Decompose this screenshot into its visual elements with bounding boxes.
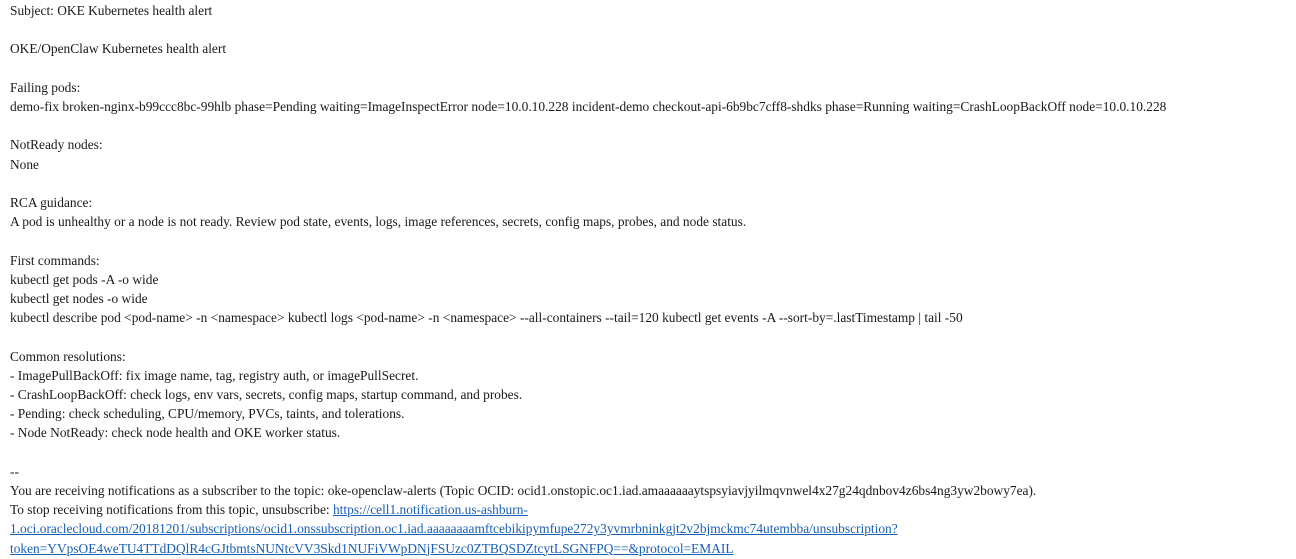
notready-nodes-section [10, 135, 1290, 173]
alert-heading: OKE/OpenClaw Kubernetes health alert [10, 41, 227, 57]
failing-pods-text: demo-fix broken-nginx-b99ccc8bc-99hlb phase=Pending waiting=ImageInspectError node=10.0.10.228 incident-demo checkout-api-6b9bc7cff8-shdks phase=Running waiting=CrashLoopBackOff node=10.0.10.228 [10, 98, 1167, 114]
spacer [10, 59, 1290, 78]
first-commands-section [10, 251, 1290, 328]
command-line: kubectl describe pod <pod-name> -n <namespace> kubectl logs <pod-name> -n <namespace> --all-containers --tail=120 kubectl get events -A --sort-by=.lastTimestamp | tail -50 [10, 310, 963, 326]
notready-nodes-text: None [10, 156, 40, 172]
resolution-item: - CrashLoopBackOff: check logs, env vars, secrets, config maps, startup command, and probes. [10, 386, 523, 402]
spacer [10, 20, 1290, 39]
spacer [10, 443, 1290, 462]
rca-text: A pod is unhealthy or a node is not ready. Review pod state, events, logs, image references, secrets, config maps, probes, and node status. [10, 214, 747, 230]
resolutions-label: Common resolutions: [10, 348, 126, 364]
notready-nodes-label: NotReady nodes: [10, 137, 103, 153]
resolutions-section [10, 347, 1290, 443]
failing-pods-label: Failing pods: [10, 79, 81, 95]
resolution-item: - ImagePullBackOff: fix image name, tag, registry auth, or imagePullSecret. [10, 367, 419, 383]
rca-label: RCA guidance: [10, 194, 93, 210]
unsubscribe-prefix: To stop receiving notifications from this topic, unsubscribe: [10, 502, 333, 518]
failing-pods-section [10, 78, 1290, 116]
unsubscribe-link-continued [10, 519, 1290, 538]
email-footer [10, 462, 1290, 558]
unsubscribe-link-continued [10, 539, 1290, 558]
spacer [10, 174, 1290, 193]
first-commands-label: First commands: [10, 252, 100, 268]
unsubscribe-line [10, 500, 1290, 519]
rca-section [10, 193, 1290, 231]
resolution-item: - Pending: check scheduling, CPU/memory, PVCs, taints, and tolerations. [10, 406, 405, 422]
email-subject: Subject: OKE Kubernetes health alert [10, 3, 213, 18]
spacer [10, 116, 1290, 135]
spacer [10, 327, 1290, 346]
command-line: kubectl get pods -A -o wide [10, 271, 159, 287]
resolution-item: - Node NotReady: check node health and OKE worker status. [10, 425, 341, 441]
unsubscribe-link[interactable]: https://cell1.notification.us-ashburn- [332, 502, 528, 518]
unsubscribe-link[interactable]: token=YVpsOE4weTU4TTdDQlR4cGJtbmtsNUNtcVV3Skd1NUFiVWpDNjFSUzc0ZTBQSDZtcytLSGNFPQ==&protocol=EMAIL [10, 540, 734, 556]
spacer [10, 231, 1290, 250]
command-line: kubectl get nodes -o wide [10, 290, 148, 306]
signature-separator: -- [10, 463, 19, 479]
unsubscribe-link[interactable]: 1.oci.oraclecloud.com/20181201/subscriptions/ocid1.onssubscription.oc1.iad.aaaaaaaamftcebikipymfupe272y3yvmrbninkgjt2v2bjmckmc74utembba/unsubscription? [10, 521, 898, 537]
email-body [10, 1, 1290, 558]
subscriber-note: You are receiving notifications as a subscriber to the topic: oke-openclaw-alerts (Topic OCID: ocid1.onstopic.oc1.iad.amaaaaaaytspsyiavjyilmqvnwel4x27g24qdnbov4z6bs4ng3yw2bowy7ea). [10, 482, 1037, 498]
